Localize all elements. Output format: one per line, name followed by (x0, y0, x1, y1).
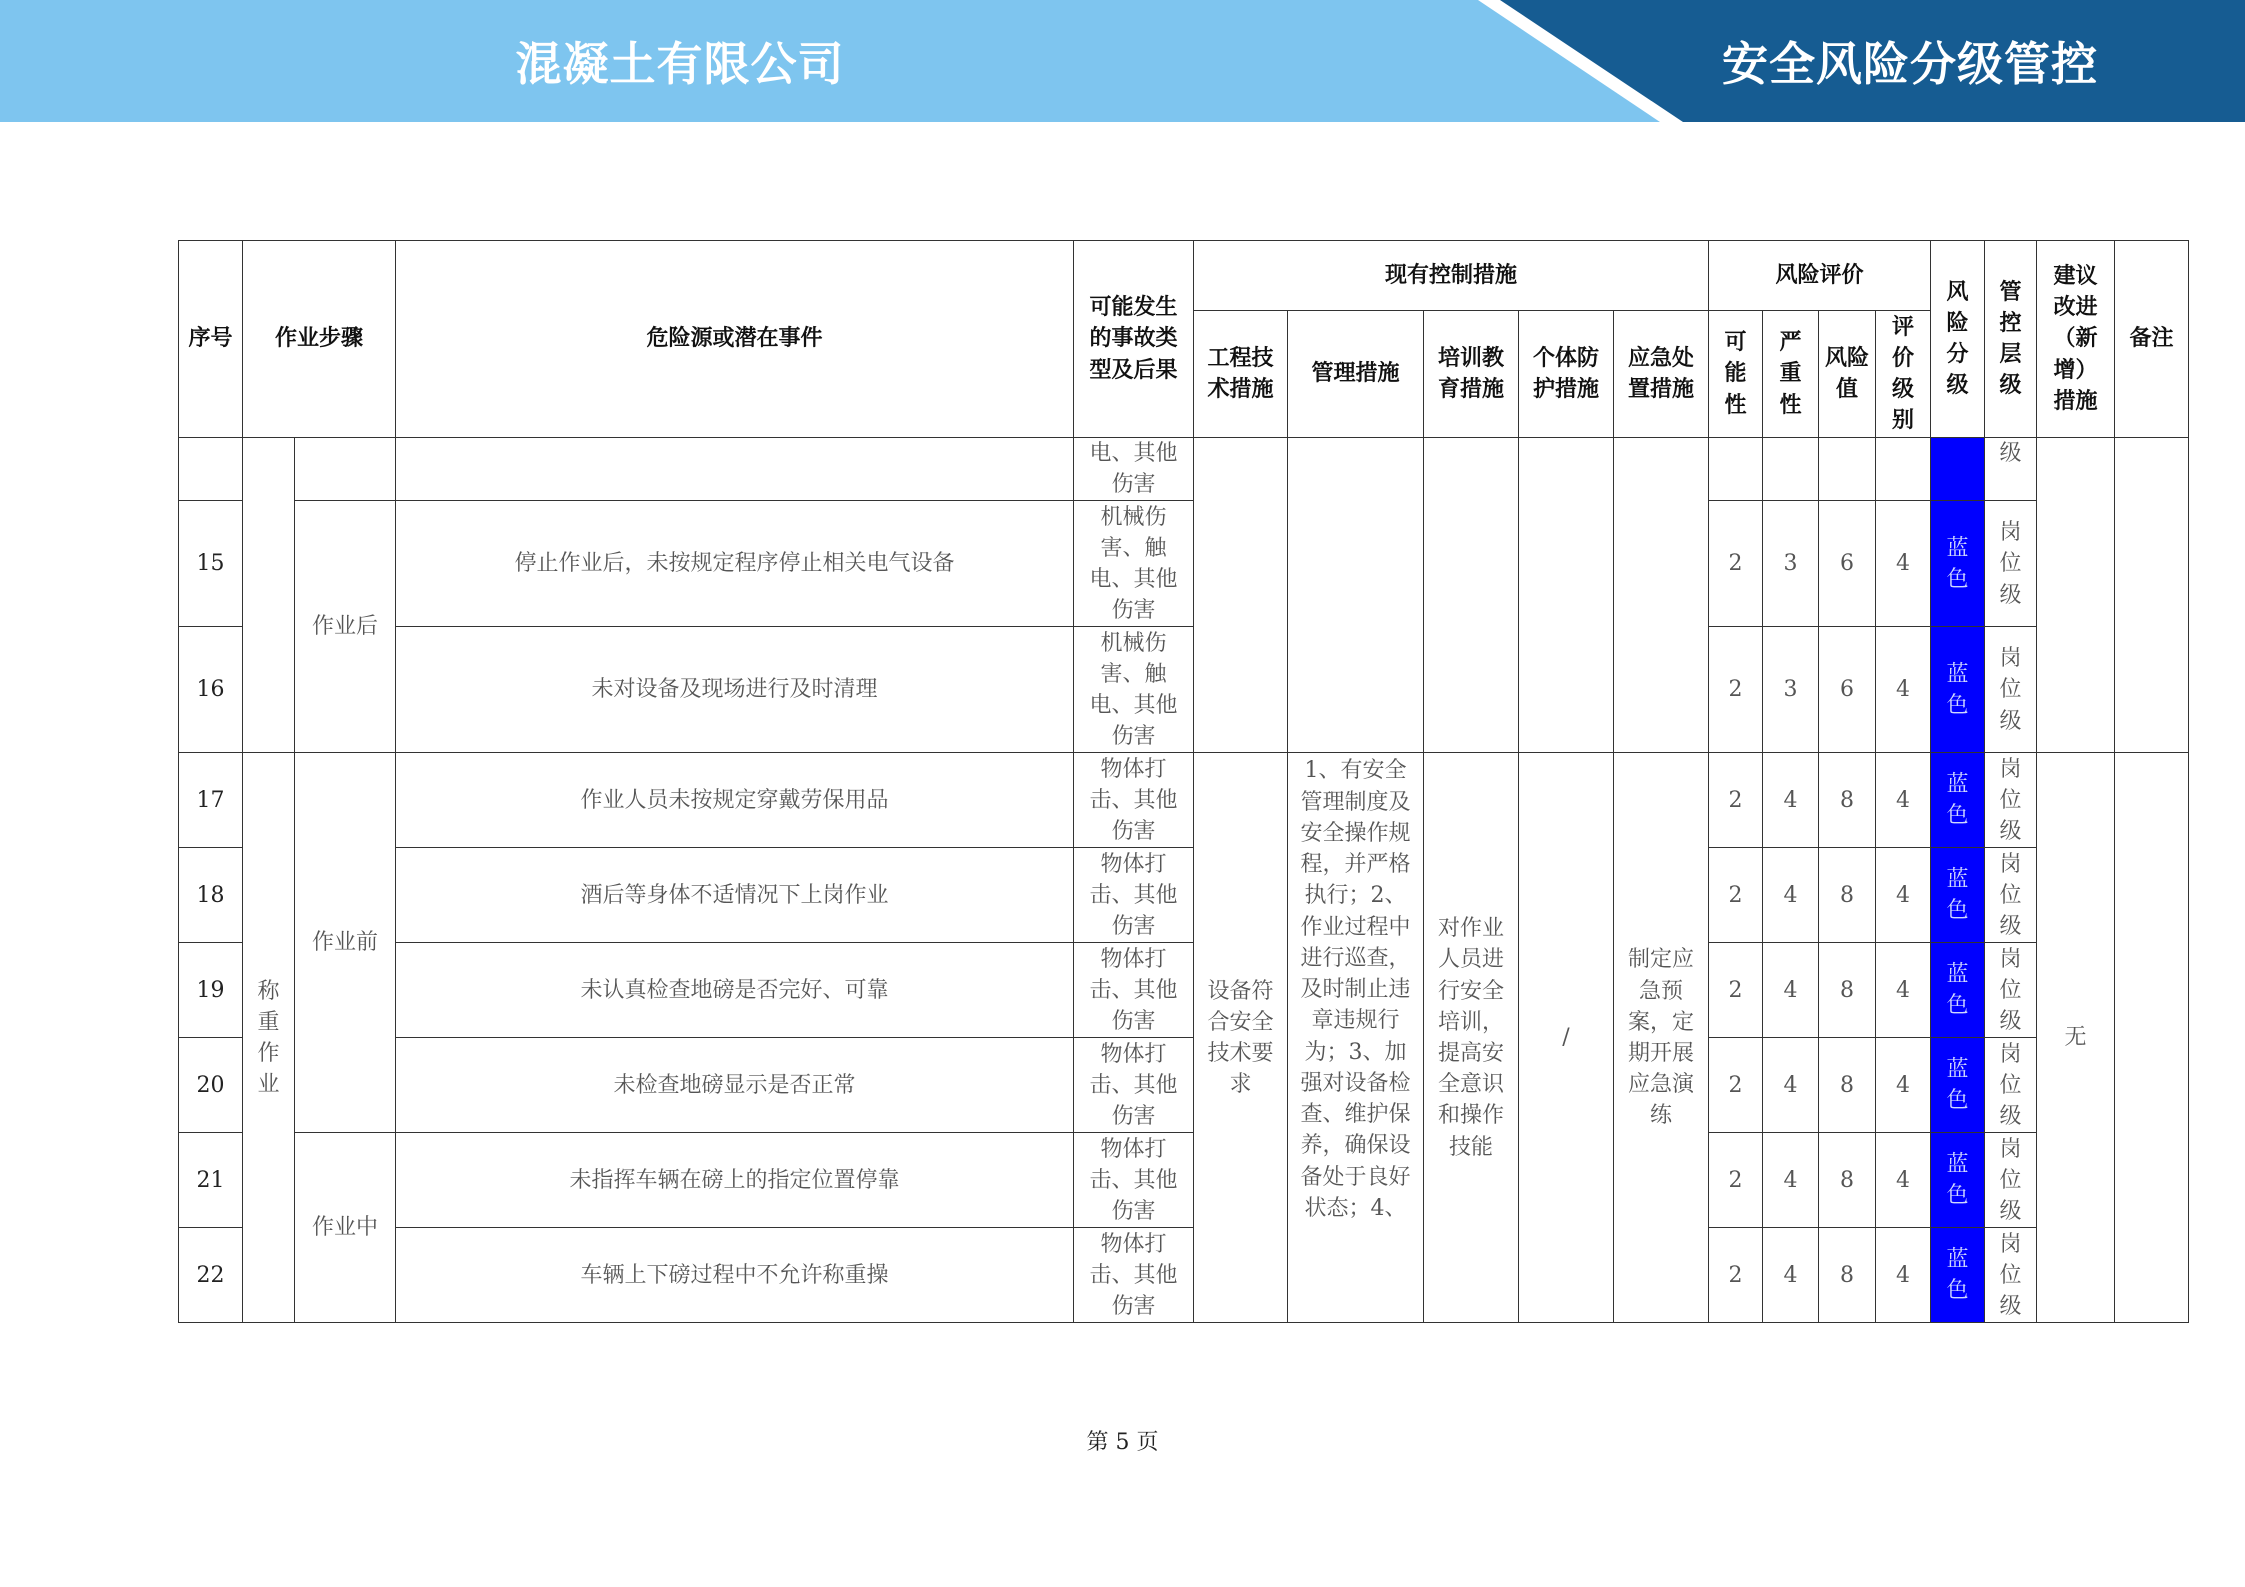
row-21-hazard: 未指挥车辆在磅上的指定位置停靠 (396, 1133, 1074, 1228)
row-19-likelihood: 2 (1709, 943, 1763, 1038)
header-ppe: 个体防护措施 (1519, 311, 1614, 438)
row-20-severity: 4 (1763, 1038, 1819, 1133)
upper-improvement (2037, 438, 2115, 753)
row-19-eval-level: 4 (1876, 943, 1931, 1038)
row-17-control-level: 岗位级 (1985, 753, 2037, 848)
page-number: 第 5 页 (1086, 1430, 1159, 1455)
row-15-control-level: 岗位级 (1985, 501, 2037, 627)
row-21-eval-level: 4 (1876, 1133, 1931, 1228)
header-accident: 可能发生的事故类型及后果 (1074, 241, 1194, 438)
row-16-hazard: 未对设备及现场进行及时清理 (396, 627, 1074, 753)
row-16-seq: 16 (179, 627, 243, 753)
row-17-hazard: 作业人员未按规定穿戴劳保用品 (396, 753, 1074, 848)
row-18-eval-level: 4 (1876, 848, 1931, 943)
row-22-likelihood: 2 (1709, 1228, 1763, 1323)
row-18-accident: 物体打击、其他伤害 (1074, 848, 1194, 943)
cont-severity (1763, 438, 1819, 501)
row-15-seq: 15 (179, 501, 243, 627)
cont-activity (243, 438, 295, 753)
header-eval-level: 评价级别 (1876, 311, 1931, 438)
header-eval-group: 风险评价 (1709, 241, 1931, 311)
row-20-eval-level: 4 (1876, 1038, 1931, 1133)
row-17-accident: 物体打击、其他伤害 (1074, 753, 1194, 848)
activity-weighing: 称重作业 (243, 753, 295, 1323)
row-16-risk-grade: 蓝色 (1931, 627, 1985, 753)
cont-accident: 电、其他伤害 (1074, 438, 1194, 501)
cont-eval-level (1876, 438, 1931, 501)
ppe-measures: / (1519, 753, 1614, 1323)
row-22-hazard: 车辆上下磅过程中不允许称重操 (396, 1228, 1074, 1323)
row-22-accident: 物体打击、其他伤害 (1074, 1228, 1194, 1323)
row-17-eval-level: 4 (1876, 753, 1931, 848)
row-19-hazard: 未认真检查地磅是否完好、可靠 (396, 943, 1074, 1038)
row-21-control-level: 岗位级 (1985, 1133, 2037, 1228)
row-21-accident: 物体打击、其他伤害 (1074, 1133, 1194, 1228)
header-likelihood: 可能性 (1709, 311, 1763, 438)
row-21-seq: 21 (179, 1133, 243, 1228)
improvement-measures: 无 (2037, 753, 2115, 1323)
row-16-likelihood: 2 (1709, 627, 1763, 753)
upper-ppe (1519, 438, 1614, 753)
management-measures: 1、有安全管理制度及安全操作规程，并严格执行；2、作业过程中进行巡查，及时制止违章违规行为；3、加强对设备检查、维护保养，确保设备处于良好状态；4、 (1288, 753, 1424, 1323)
row-15-likelihood: 2 (1709, 501, 1763, 627)
row-15-eval-level: 4 (1876, 501, 1931, 627)
row-22-severity: 4 (1763, 1228, 1819, 1323)
cont-seq (179, 438, 243, 501)
engineering-measures: 设备符合安全技术要求 (1194, 753, 1288, 1323)
row-21-risk-value: 8 (1819, 1133, 1876, 1228)
row-17-risk-value: 8 (1819, 753, 1876, 848)
cont-step (295, 438, 396, 501)
header-banner (0, 0, 2245, 122)
header-risk-value: 风险值 (1819, 311, 1876, 438)
row-19-control-level: 岗位级 (1985, 943, 2037, 1038)
row-19-risk-grade: 蓝色 (1931, 943, 1985, 1038)
row-17-risk-grade: 蓝色 (1931, 753, 1985, 848)
row-20-likelihood: 2 (1709, 1038, 1763, 1133)
row-20-risk-value: 8 (1819, 1038, 1876, 1133)
row-22-risk-grade: 蓝色 (1931, 1228, 1985, 1323)
header-severity: 严重性 (1763, 311, 1819, 438)
row-18-severity: 4 (1763, 848, 1819, 943)
row-21-risk-grade: 蓝色 (1931, 1133, 1985, 1228)
cont-likelihood (1709, 438, 1763, 501)
row-18-control-level: 岗位级 (1985, 848, 2037, 943)
training-measures: 对作业人员进行安全培训，提高安全意识和操作技能 (1424, 753, 1519, 1323)
row-20-seq: 20 (179, 1038, 243, 1133)
header-remark: 备注 (2115, 241, 2189, 438)
upper-remark (2115, 438, 2189, 753)
header-training: 培训教育措施 (1424, 311, 1519, 438)
document-title: 安全风险分级管控 (1722, 37, 2098, 91)
row-15-risk-value: 6 (1819, 501, 1876, 627)
row-15-hazard: 停止作业后，未按规定程序停止相关电气设备 (396, 501, 1074, 627)
row-17-severity: 4 (1763, 753, 1819, 848)
upper-emergency (1614, 438, 1709, 753)
row-19-accident: 物体打击、其他伤害 (1074, 943, 1194, 1038)
header-emergency: 应急处置措施 (1614, 311, 1709, 438)
company-name: 混凝土有限公司 (515, 37, 845, 91)
cont-risk-value (1819, 438, 1876, 501)
row-15-severity: 3 (1763, 501, 1819, 627)
row-16-risk-value: 6 (1819, 627, 1876, 753)
row-17-likelihood: 2 (1709, 753, 1763, 848)
upper-management (1288, 438, 1424, 753)
row-20-hazard: 未检查地磅显示是否正常 (396, 1038, 1074, 1133)
row-18-seq: 18 (179, 848, 243, 943)
row-22-risk-value: 8 (1819, 1228, 1876, 1323)
header-improvement: 建议改进（新增）措施 (2037, 241, 2115, 438)
step-after: 作业后 (295, 501, 396, 753)
row-15-risk-grade: 蓝色 (1931, 501, 1985, 627)
row-16-eval-level: 4 (1876, 627, 1931, 753)
row-20-control-level: 岗位级 (1985, 1038, 2037, 1133)
row-19-severity: 4 (1763, 943, 1819, 1038)
upper-engineering (1194, 438, 1288, 753)
header-controls-group: 现有控制措施 (1194, 241, 1709, 311)
row-17-seq: 17 (179, 753, 243, 848)
row-18-likelihood: 2 (1709, 848, 1763, 943)
cont-risk-grade (1931, 438, 1985, 501)
header-seq: 序号 (179, 241, 243, 438)
row-22-eval-level: 4 (1876, 1228, 1931, 1323)
row-19-risk-value: 8 (1819, 943, 1876, 1038)
row-22-control-level: 岗位级 (1985, 1228, 2037, 1323)
row-18-risk-value: 8 (1819, 848, 1876, 943)
cont-hazard (396, 438, 1074, 501)
step-before: 作业前 (295, 753, 396, 1133)
header-hazard: 危险源或潜在事件 (396, 241, 1074, 438)
remark-cell (2115, 753, 2189, 1323)
header-control-level: 管控层级 (1985, 241, 2037, 438)
row-20-risk-grade: 蓝色 (1931, 1038, 1985, 1133)
cont-control-level: 级 (1985, 438, 2037, 501)
row-21-severity: 4 (1763, 1133, 1819, 1228)
header-risk-grade: 风险分级 (1931, 241, 1985, 438)
emergency-measures: 制定应急预案，定期开展应急演练 (1614, 753, 1709, 1323)
row-22-seq: 22 (179, 1228, 243, 1323)
header-engineering: 工程技术措施 (1194, 311, 1288, 438)
row-16-accident: 机械伤害、触电、其他伤害 (1074, 627, 1194, 753)
step-during: 作业中 (295, 1133, 396, 1323)
risk-control-table (178, 240, 2189, 1323)
row-16-severity: 3 (1763, 627, 1819, 753)
row-21-likelihood: 2 (1709, 1133, 1763, 1228)
row-16-control-level: 岗位级 (1985, 627, 2037, 753)
row-15-accident: 机械伤害、触电、其他伤害 (1074, 501, 1194, 627)
row-20-accident: 物体打击、其他伤害 (1074, 1038, 1194, 1133)
header-management: 管理措施 (1288, 311, 1424, 438)
row-19-seq: 19 (179, 943, 243, 1038)
upper-training (1424, 438, 1519, 753)
row-18-risk-grade: 蓝色 (1931, 848, 1985, 943)
row-18-hazard: 酒后等身体不适情况下上岗作业 (396, 848, 1074, 943)
header-step: 作业步骤 (243, 241, 396, 438)
